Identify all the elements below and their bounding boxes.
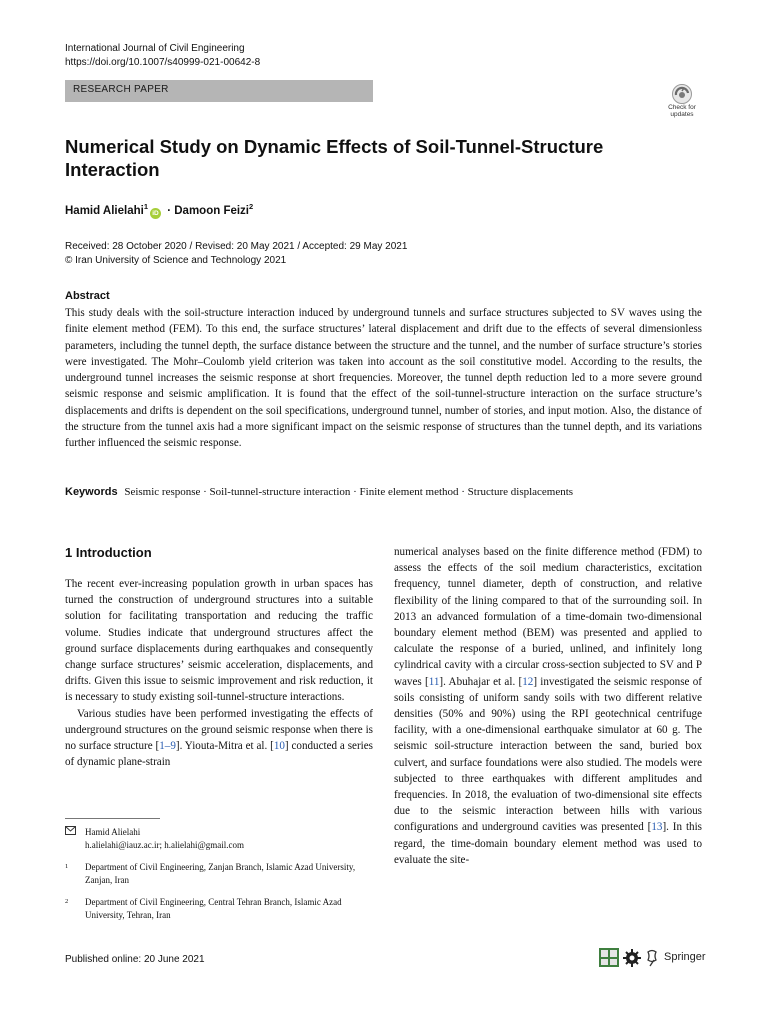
affiliation-marker: 1	[143, 202, 148, 211]
text-run: ]. In this regard, the time-domain boundary element method was used to evaluate the site-	[394, 821, 702, 866]
check-updates-line2: updates	[670, 111, 694, 118]
paper-title: Numerical Study on Dynamic Effects of Soil-Tunnel-Structure Interaction	[65, 136, 604, 180]
corresponding-author-note	[65, 826, 365, 851]
copyright-line: © Iran University of Science and Technology 2021	[65, 255, 287, 266]
text-run: ] conducted a series of dynamic plane-strain	[65, 740, 373, 769]
text-run: Various studies have been performed investigating the effects of underground structures on the ground seismic response when there is no surface structure [	[65, 707, 373, 753]
article-type-label: RESEARCH PAPER	[73, 84, 169, 95]
author-list	[65, 202, 253, 219]
affiliation-marker: 2	[249, 202, 254, 211]
citation-link[interactable]: 11	[428, 675, 440, 688]
history-dates: Received: 28 October 2020 / Revised: 20 May 2021 / Accepted: 29 May 2021	[65, 241, 408, 252]
check-updates-icon	[663, 83, 701, 105]
published-date: Published online: 20 June 2021	[65, 954, 205, 965]
publisher-icons	[598, 946, 662, 970]
text-run: ] investigated the seismic response of soils consisting of uniform sandy soils with two different relative densities (50% and 90%) using the RPI geotechnical centrifuge facility, with a one-dimensional earthquake simulator at 60 g. The seismic soil-structure interaction between the sand, buried box culvert, and surface foundations were also studied. The models were subjected to three earthquakes with different amplitudes and frequencies. In 2018, the evaluation of two-dimensional site effects due to the seismic interaction between hills with various configurations and underground cavities was presented [	[394, 675, 702, 834]
text-run: ]. Abuhajar et al. [	[439, 675, 523, 688]
intro-paragraph-2	[65, 706, 373, 771]
doi-link[interactable]: https://doi.org/10.1007/s40999-021-00642-8	[65, 57, 261, 68]
citation-link[interactable]: 12	[522, 675, 534, 688]
orcid-icon[interactable]: iD	[150, 208, 161, 219]
article-dates	[65, 240, 407, 268]
affiliation-text: Department of Civil Engineering, Central Tehran Branch, Islamic Azad University, Tehran, Iran	[85, 897, 342, 920]
affiliation-number: 2	[65, 898, 69, 905]
corresponding-author-email[interactable]: h.alielahi@iauz.ac.ir; h.alielahi@gmail.com	[85, 839, 245, 850]
author-name[interactable]: Hamid Alielahi	[65, 204, 144, 217]
affiliation-text: Department of Civil Engineering, Zanjan Branch, Islamic Azad University, Zanjan, Iran	[85, 862, 356, 885]
intro-paragraph-3	[394, 544, 702, 868]
right-column	[394, 544, 702, 868]
affiliation-number: 1	[65, 863, 69, 870]
section-heading: 1 Introduction	[65, 545, 152, 560]
footnotes	[65, 826, 365, 931]
citation-link[interactable]: 10	[273, 740, 285, 753]
journal-header	[65, 42, 260, 70]
citation-link[interactable]: 1–9	[159, 740, 176, 753]
keywords-line	[65, 485, 725, 499]
check-updates-line1: Check for	[668, 104, 696, 111]
check-for-updates-badge[interactable]	[663, 83, 701, 125]
keywords-label: Keywords	[65, 486, 118, 498]
corresponding-author-name: Hamid Alielahi	[85, 827, 141, 837]
text-run: numerical analyses based on the finite difference method (FDM) to assess the effects of the soil medium characteristics, excitation frequency, tunnel diameter, depth of construction, and relative flexibility of the lining compared to that of the surrounding soil. In 2013 an advanced formulation of a time-domain two-dimensional boundary element method (BEM) was presented and applied to calculate the response of a buried, unlined, and infinitely long cylindrical cavity with a circular cross-section subjected to SV and P waves [	[394, 546, 702, 688]
citation-link[interactable]: 13	[651, 821, 663, 834]
author-name[interactable]: Damoon Feizi	[174, 204, 250, 217]
left-column	[65, 576, 373, 770]
text-run: ]. Yiouta-Mitra et al. [	[175, 740, 274, 753]
affiliation-note	[65, 896, 365, 921]
article-type-band	[65, 80, 373, 102]
abstract-heading: Abstract	[65, 290, 110, 302]
author-separator: ·	[167, 204, 172, 217]
footnote-rule	[65, 818, 160, 819]
keywords-list: Seismic response · Soil-tunnel-structure interaction · Finite element method · Structure displacements	[124, 486, 574, 498]
journal-name: International Journal of Civil Engineering	[65, 43, 245, 54]
publisher-logos	[598, 946, 708, 970]
intro-paragraph-1: The recent ever-increasing population growth in urban spaces has turned the construction of underground structures into a suitable solution for facilitating transportation and reducing the traffic volume. Studies indicate that underground structures affect the ground surface displacements during earthquakes and consequently change surface structures’ seismic acceleration, displacements, and drifts. Given this issue to seismic improvement and risk reduction, it is necessary to study existing soil-tunnel-structure interactions.	[65, 578, 373, 704]
affiliation-note	[65, 861, 365, 886]
abstract-text: This study deals with the soil-structure interaction induced by underground tunnels and surface structures subjected to SV waves using the finite element method (FEM). To this end, the surface structures’ lateral displacement and drift due to the effects of several dimensionless parameters, including the tunnel depth, the surface distance between the structure and the tunnel, and the number of surface structure’s stories were investigated. The Mohr–Coulomb yield criterion was taken into account as the soil constitutive model. According to the results, the underground tunnel increases the seismic response at short frequencies. Moreover, the tunnel depth reduction led to a more severe ground seismic response and seismic amplification. It is found that the effect of the soil-tunnel-structure interaction on the surface structure’s displacements and drifts is dependent on the soil specifications, underground tunnel, number of stories, and input motion. Also, the distance of the structure from the tunnel axis had a more significant impact on the seismic response of structures than the tunnel depth, and its variations further influenced the seismic response.	[65, 307, 702, 449]
publisher-name: Springer	[664, 951, 706, 963]
envelope-icon	[65, 826, 79, 839]
